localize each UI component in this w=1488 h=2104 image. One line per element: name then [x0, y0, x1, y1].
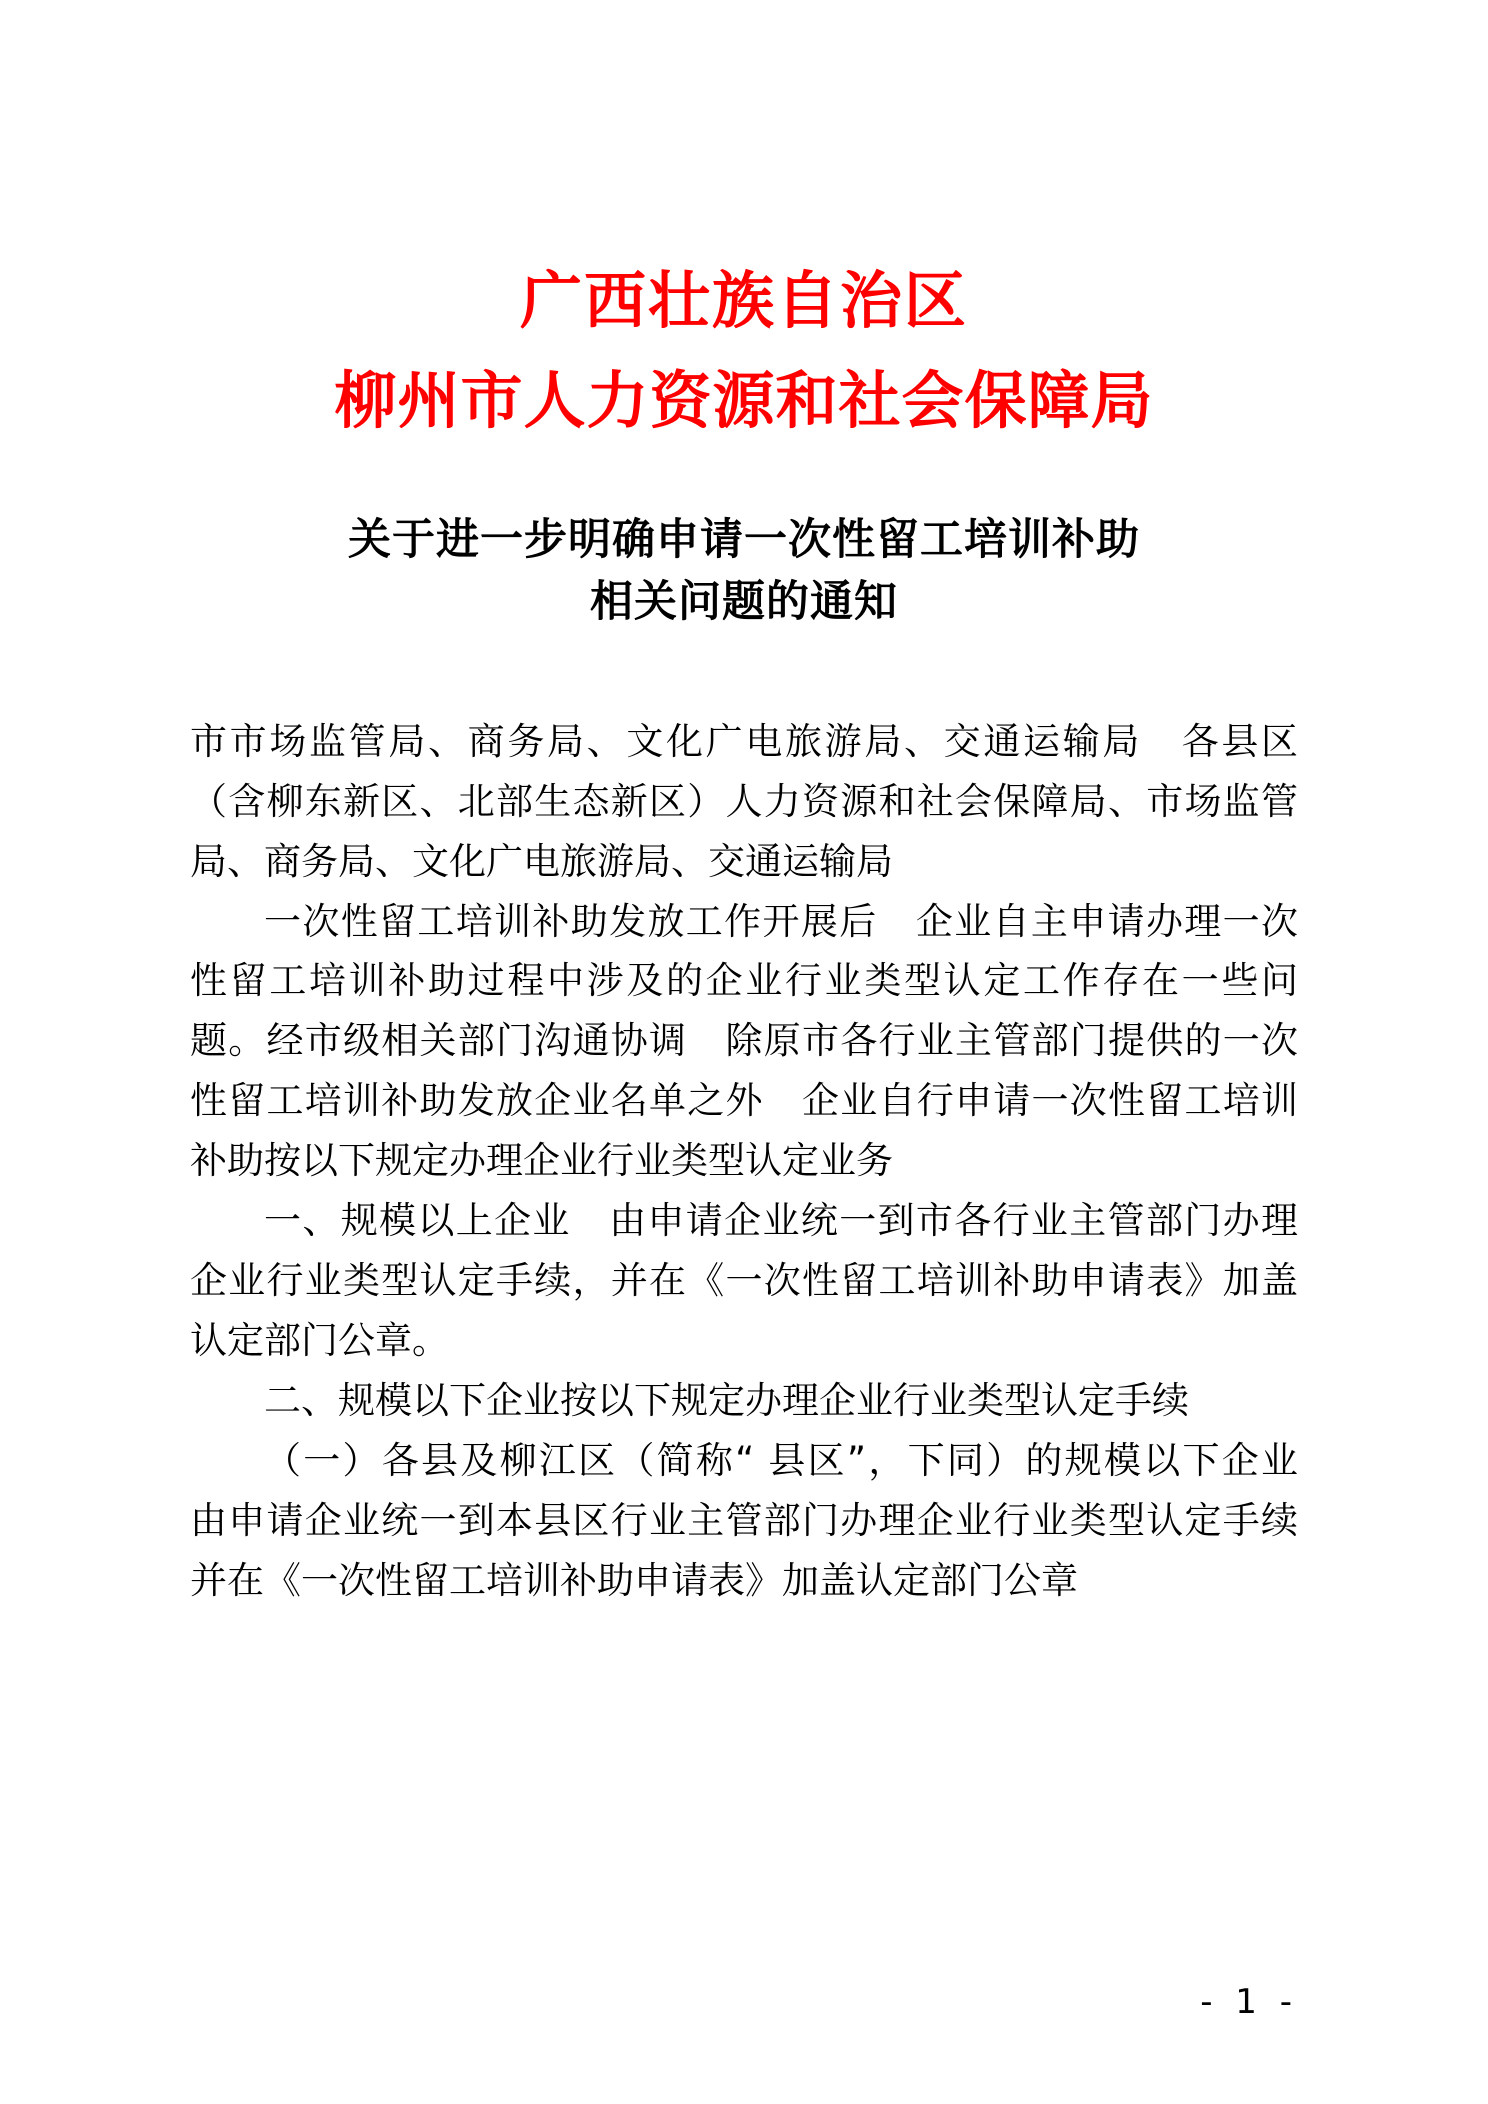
body-paragraph-1: 一次性留工培训补助发放工作开展后 企业自主申请办理一次性留工培训补助过程中涉及的企业行业类型认定工作存在一些问题。经市级相关部门沟通协调 除原市各行业主管部门提供的一次性留工培训补助发放企业名单之外 企业自行申请一次性留工培训补助按以下规定办理企业行业类型认定业务 [190, 899, 1298, 1183]
document-title-line-1: 关于进一步明确申请一次性留工培训补助 [348, 515, 1140, 565]
masthead-line-2: 柳州市人力资源和社会保障局 [334, 363, 1154, 437]
document-body [190, 712, 1335, 1611]
masthead [190, 0, 1298, 439]
body-paragraph-4: （一）各县及柳江区（简称“ 县区”，下同）的规模以下企业 由申请企业统一到本县区行业主管部门办理企业行业类型认定手续 并在《一次性留工培训补助申请表》加盖认定部门公章 [190, 1438, 1335, 1602]
document-title [190, 509, 1298, 634]
masthead-line-1: 广西壮族自治区 [519, 264, 968, 337]
body-paragraph-3: 二、规模以下企业按以下规定办理企业行业类型认定手续 [264, 1379, 1189, 1422]
page-number: - 1 - [1200, 1982, 1298, 2022]
recipients-paragraph: 市市场监管局、商务局、文化广电旅游局、交通运输局 各县区（含柳东新区、北部生态新区）人力资源和社会保障局、市场监管局、商务局、文化广电旅游局、交通运输局 [190, 719, 1298, 883]
document-title-line-2: 相关问题的通知 [590, 577, 898, 628]
body-paragraph-2: 一、规模以上企业 由申请企业统一到市各行业主管部门办理企业行业类型认定手续，并在《一次性留工培训补助申请表》加盖认定部门公章。 [190, 1199, 1298, 1363]
